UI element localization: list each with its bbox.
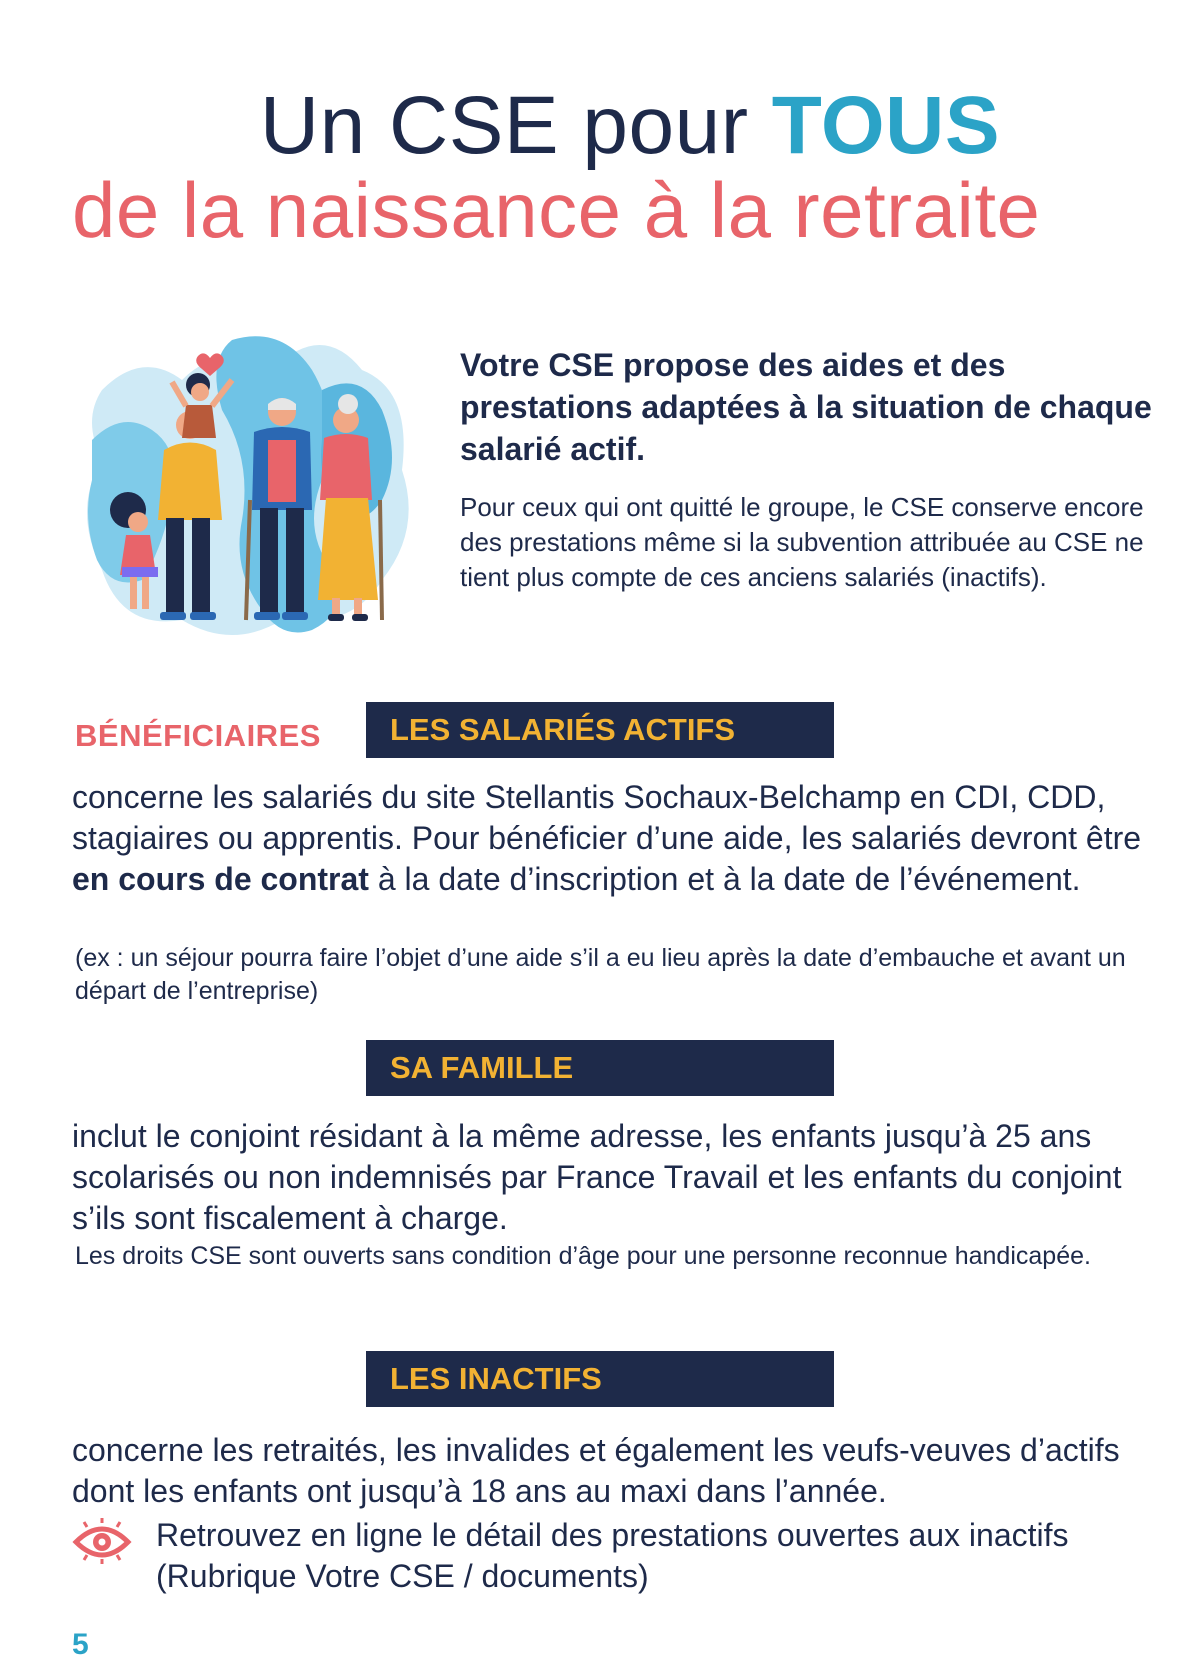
actifs-text (72, 777, 1152, 900)
famille-note: Les droits CSE sont ouverts sans condition d’âge pour une personne reconnue handicapée. (75, 1242, 1091, 1270)
inactifs-online-note: Retrouvez en ligne le détail des prestations ouvertes aux inactifs (Rubrique Votre CSE / documents) (156, 1517, 1069, 1594)
family-generations-illustration (82, 330, 422, 670)
actifs-text-bold: en cours de contrat (72, 861, 369, 897)
page-number: 5 (72, 1628, 89, 1661)
section-tag-actifs: LES SALARIÉS ACTIFS (366, 702, 834, 758)
actifs-text-before: concerne les salariés du site Stellantis Sochaux-Belchamp en CDI, CDD, stagiaires ou apprentis. Pour bénéficier d’une aide, les salariés devront être (72, 779, 1142, 856)
actifs-text-after: à la date d’inscription et à la date de l’événement. (368, 861, 1081, 897)
title-emphasis: TOUS (771, 80, 1001, 171)
section-tag-inactifs: LES INACTIFS (366, 1351, 834, 1407)
page-title (0, 80, 1200, 172)
beneficiaires-label: BÉNÉFICIAIRES (75, 718, 321, 753)
actifs-note: (ex : un séjour pourra faire l’objet d’une aide s’il a eu lieu après la date d’embauche et avant un départ de l’entreprise) (75, 944, 1126, 1005)
section-tag-famille: SA FAMILLE (366, 1040, 834, 1096)
intro-text: Pour ceux qui ont quitté le groupe, le CSE conserve encore des prestations même si la subvention attribuée au CSE ne tient plus compte de ces anciens salariés (inactifs). (460, 492, 1144, 592)
title-prefix: Un CSE pour (259, 80, 772, 171)
eye-icon (72, 1518, 132, 1564)
page-subtitle: de la naissance à la retraite (72, 166, 1041, 254)
famille-text: inclut le conjoint résidant à la même adresse, les enfants jusqu’à 25 ans scolarisés ou non indemnisés par France Travail et les enfants du conjoint s’ils sont fiscalement à charge. (72, 1118, 1122, 1236)
inactifs-text: concerne les retraités, les invalides et également les veufs-veuves d’actifs dont les enfants ont jusqu’à 18 ans au maxi dans l’année. (72, 1432, 1120, 1509)
intro-lead: Votre CSE propose des aides et des prestations adaptées à la situation de chaque salarié actif. (460, 347, 1152, 467)
